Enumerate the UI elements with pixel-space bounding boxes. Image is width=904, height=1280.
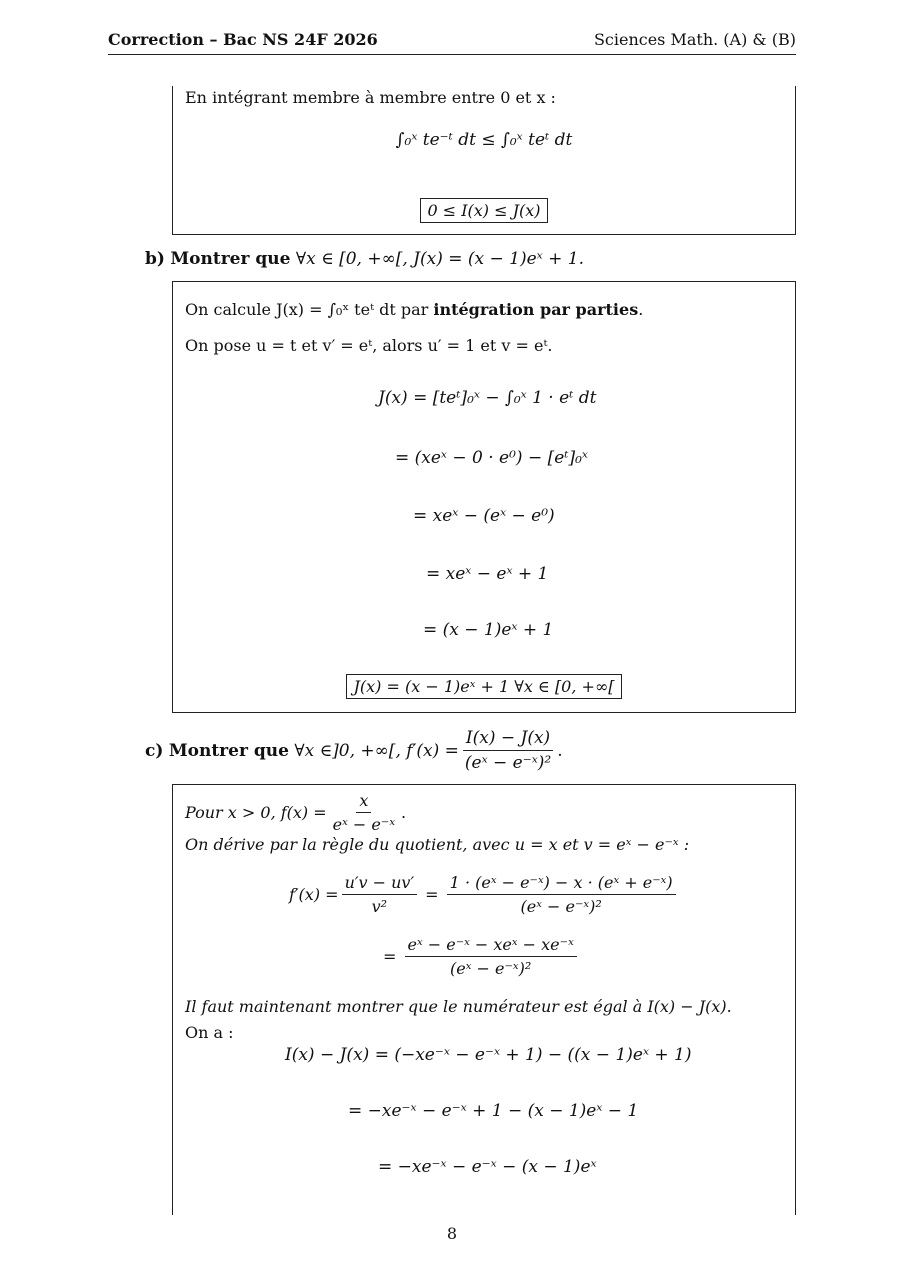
quotient-num: u′v − uv′: [342, 873, 418, 895]
f-definition-pre: Pour x > 0, f(x) =: [185, 803, 327, 822]
simplified-num: eˣ − e⁻ˣ − xeˣ − xe⁻ˣ: [405, 935, 577, 957]
solution-box-c: [172, 784, 796, 1215]
question-b-prompt: Montrer que: [170, 249, 291, 269]
question-b-label: b): [145, 249, 165, 269]
expanded-den: (eˣ − e⁻ˣ)²: [520, 897, 602, 916]
simplified-equation: = $\frac{\text{eˣ − e⁻ˣ − xeˣ − xe⁻ˣ}}{\text{(eˣ − e⁻ˣ)²}}$: [383, 935, 580, 978]
result-a-wrapper: [173, 198, 795, 223]
fprime-lhs: f′(x) =: [289, 885, 339, 904]
f-definition-fraction: [330, 791, 398, 834]
question-c-fraction: [462, 728, 554, 773]
ipp-step-5: = (x − 1)eˣ + 1: [423, 620, 554, 640]
simplified-fraction: [405, 935, 577, 978]
difference-step-1: I(x) − J(x) = (−xe⁻ˣ − e⁻ˣ + 1) − ((x − 1)eˣ + 1): [285, 1045, 692, 1065]
f-definition-den: eˣ − e⁻ˣ: [332, 815, 395, 834]
question-b: [145, 249, 584, 269]
integration-intro: En intégrant membre à membre entre 0 et x :: [185, 88, 556, 107]
header-subject: Sciences Math. (A) & (B): [593, 30, 796, 49]
difference-step-3: = −xe⁻ˣ − e⁻ˣ − (x − 1)eˣ: [378, 1157, 597, 1177]
quotient-fraction: [342, 873, 418, 916]
quotient-den: v²: [371, 897, 388, 916]
header-title: Correction – Bac NS 24F 2026: [108, 30, 378, 49]
question-c: c) Montrer que ∀x ∈]0, +∞[, f′(x) = $\frac{I(x) - J(x)}{\text{(eˣ − e⁻ˣ)²}}$ .: [145, 728, 563, 773]
ipp-method: intégration par parties: [433, 300, 639, 319]
ipp-line-pre: On calcule J(x) = ∫₀ˣ teᵗ dt par: [185, 300, 429, 319]
question-c-denominator: (eˣ − e⁻ˣ)²: [464, 753, 552, 773]
f-definition-num: x: [356, 791, 371, 813]
fprime-equation: f′(x) = $\frac{u'v - uv'}{\text{v²}}$ = $\frac{\text{1 · (eˣ − e⁻ˣ) − x · (eˣ + e⁻ˣ)}}{\text{(eˣ − e⁻ˣ)²}}$: [289, 873, 679, 916]
result-b-wrapper: [173, 674, 795, 699]
question-c-statement: ∀x ∈]0, +∞[, f′(x) =: [294, 740, 459, 761]
integral-inequality: ∫₀ˣ te⁻ᵗ dt ≤ ∫₀ˣ teᵗ dt: [395, 130, 573, 150]
question-c-prompt: Montrer que: [168, 740, 289, 761]
ipp-step-1: J(x) = [teᵗ]₀ˣ − ∫₀ˣ 1 · eᵗ dt: [378, 388, 597, 408]
question-c-numerator: I(x) − J(x): [463, 728, 553, 751]
numerator-claim: Il faut maintenant montrer que le numérateur est égal à I(x) − J(x).: [185, 997, 732, 1016]
expanded-fraction: [447, 873, 676, 916]
simplified-den: (eˣ − e⁻ˣ)²: [450, 959, 532, 978]
solution-box-a: [172, 86, 796, 235]
question-c-label: c): [145, 740, 164, 761]
ipp-step-2: = (xeˣ − 0 · e⁰) − [eᵗ]₀ˣ: [395, 448, 588, 468]
solution-box-b: [172, 281, 796, 713]
ipp-line: [185, 300, 643, 319]
substitution-line: On pose u = t et v′ = eᵗ, alors u′ = 1 et v = eᵗ.: [185, 336, 553, 355]
difference-step-2: = −xe⁻ˣ − e⁻ˣ + 1 − (x − 1)eˣ − 1: [348, 1101, 639, 1121]
question-b-statement: ∀x ∈ [0, +∞[, J(x) = (x − 1)eˣ + 1.: [295, 249, 584, 269]
on-a-label: On a :: [185, 1023, 234, 1042]
page-number: 8: [446, 1224, 458, 1243]
page-header: [108, 28, 796, 55]
boxed-result-b: J(x) = (x − 1)eˣ + 1 ∀x ∈ [0, +∞[: [346, 674, 621, 699]
ipp-step-3: = xeˣ − (eˣ − e⁰): [413, 506, 555, 526]
expanded-num: 1 · (eˣ − e⁻ˣ) − x · (eˣ + e⁻ˣ): [447, 873, 676, 895]
quotient-rule-line: On dérive par la règle du quotient, avec u = x et v = eˣ − e⁻ˣ :: [185, 835, 690, 854]
ipp-line-post: .: [638, 300, 644, 319]
boxed-result-a: 0 ≤ I(x) ≤ J(x): [420, 198, 547, 223]
ipp-step-4: = xeˣ − eˣ + 1: [426, 564, 549, 584]
f-definition: Pour x > 0, f(x) = $\frac{x}{\text{eˣ − e⁻ˣ}}$ .: [185, 791, 407, 834]
